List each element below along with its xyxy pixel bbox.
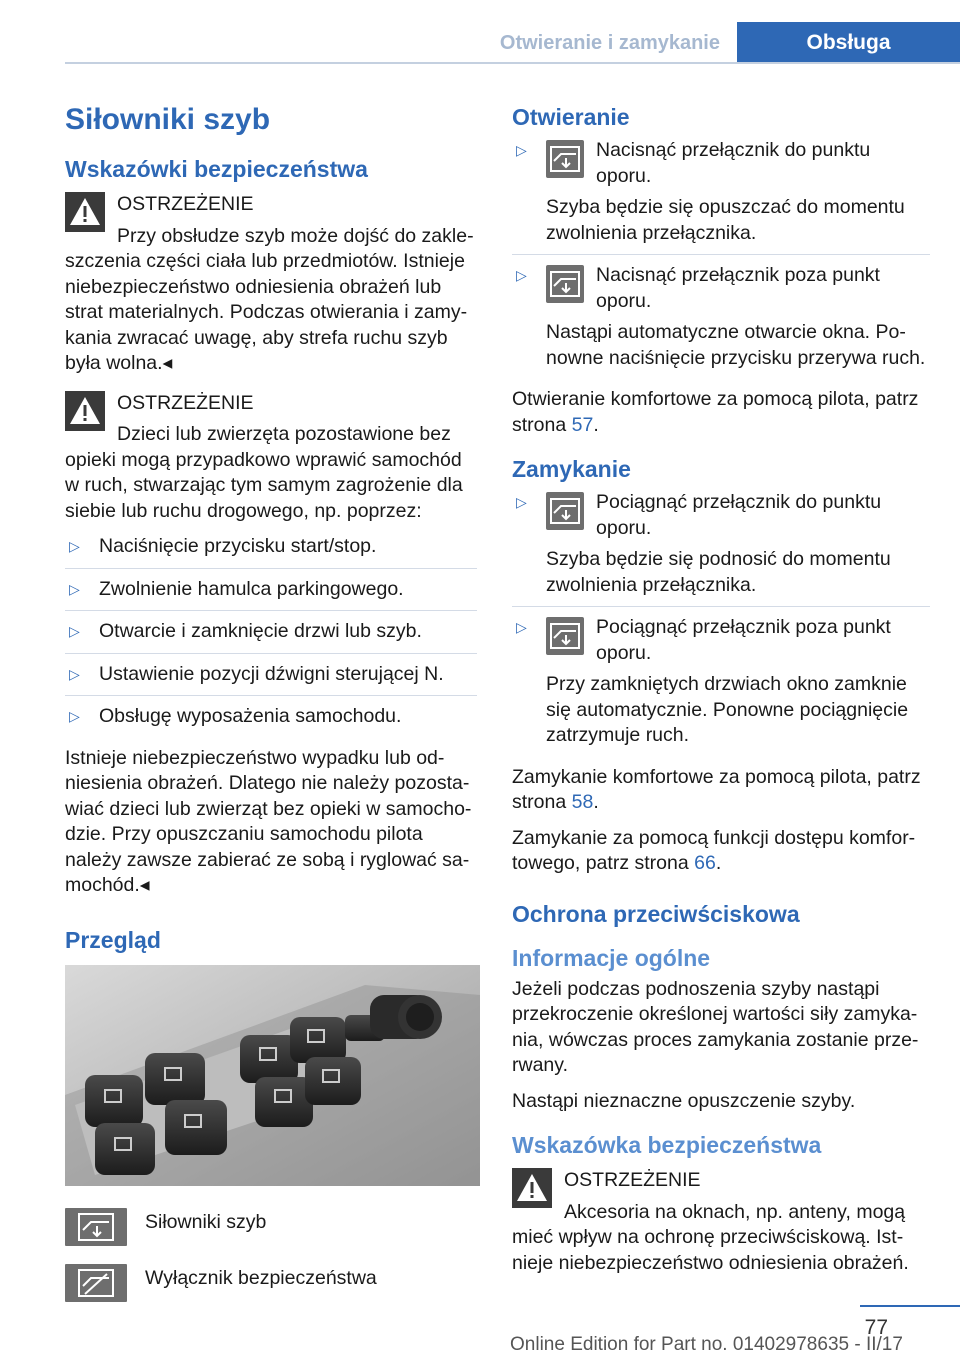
- list-item: ▷ Nacisnąć przełącznik do punktu oporu. Szyba będzie się opuszczać do momentu zwolnienia przełącznika.: [516, 139, 905, 244]
- page-link[interactable]: 66: [694, 852, 716, 874]
- right-column: [512, 102, 930, 1286]
- safety-heading: Wskazówki bezpieczeństwa: [65, 156, 368, 182]
- closing-comfort-text: Zamykanie komfortowe za pomocą pilota, patrz strona 58.: [512, 765, 921, 813]
- legend-label: Wyłącznik bezpieczeństwa: [145, 1266, 377, 1289]
- list-item: ▷ Otwarcie i zamknięcie drzwi lub szyb.: [65, 610, 477, 653]
- list-item: ▷ Pociągnąć przełącznik do punktu oporu. Szyba będzie się podnosić do momentu zwolnienia przełącznika.: [516, 491, 891, 596]
- opening-heading: Otwieranie: [512, 104, 630, 130]
- page-link[interactable]: 57: [571, 413, 594, 436]
- opening-steps: [512, 138, 930, 379]
- general-info-text: Jeżeli podczas podnoszenia szyby nastąpi przekroczenie określonej wartości siły zamyka-nia, wówczas proces zamykania zostanie prze-rwany.: [512, 977, 919, 1076]
- list-item: ▷ Obsługę wyposażenia samochodu.: [65, 695, 477, 738]
- window-switch-icon: [546, 140, 584, 178]
- closing-heading: Zamykanie: [512, 456, 631, 482]
- window-switch-icon: [546, 617, 584, 655]
- warning-text: Przy obsłudze szyb może dojść do zakle-szczenia części ciała lub przedmiotów. Istnieje niebezpieczeństwo odniesienia obrażeń lub strat materialnych. Podczas otwierania i zamy-kania zwracać uwagę, aby strefa ruchu szyb była wolna.◂: [65, 224, 474, 374]
- legend-safety-switch: [65, 1264, 477, 1302]
- list-item: ▷ Zwolnienie hamulca parkingowego.: [65, 568, 477, 611]
- triangle-bullet-icon: ▷: [69, 708, 80, 724]
- safety-note-heading: Wskazówka bezpieczeństwa: [512, 1132, 822, 1158]
- triangle-bullet-icon: ▷: [69, 538, 80, 554]
- warning-text: Akcesoria na oknach, np. anteny, mogą mieć wpływ na ochronę przeciwściskową. Ist-nieje niebezpieczeństwo odniesienia obrażeń.: [512, 1200, 909, 1274]
- footer-divider: [860, 1305, 960, 1307]
- header-chapter-tab: Obsługa: [737, 22, 960, 62]
- legend-window-switches: [65, 1208, 477, 1246]
- window-switch-icon: [65, 1208, 127, 1246]
- warning-icon: [65, 192, 105, 232]
- triangle-bullet-icon: ▷: [516, 142, 527, 158]
- warning-icon: [512, 1168, 552, 1208]
- overview-heading: Przegląd: [65, 926, 161, 953]
- left-column: [65, 100, 477, 1320]
- general-info-text-2: Nastąpi nieznaczne opuszczenie szyby.: [512, 1089, 856, 1112]
- triangle-bullet-icon: ▷: [516, 267, 527, 283]
- header-divider: [65, 62, 960, 64]
- header-section-title: Otwieranie i zamykanie: [499, 32, 720, 54]
- window-switch-icon: [546, 265, 584, 303]
- triangle-bullet-icon: ▷: [69, 580, 80, 597]
- list-item: ▷ Naciśnięcie przycisku start/stop.: [65, 534, 477, 568]
- triangle-bullet-icon: ▷: [516, 494, 527, 510]
- page-title: Siłowniki szyb: [65, 103, 271, 136]
- opening-comfort-text: Otwieranie komfortowe za pomocą pilota, patrz strona 57.: [512, 388, 919, 436]
- antipinch-heading: Ochrona przeciwściskowa: [512, 900, 800, 927]
- list-item: ▷ Pociągnąć przełącznik poza punkt oporu. Przy zamkniętych drzwiach okno zamknie się automatycznie. Ponowne pociągnięcie zatrzymuje ruch.: [512, 606, 930, 757]
- window-switch-icon: [546, 492, 584, 530]
- closing-steps: [512, 490, 930, 757]
- triangle-bullet-icon: ▷: [516, 619, 527, 635]
- closing-access-text: Zamykanie za pomocą funkcji dostępu komfor-towego, patrz strona 66.: [512, 826, 916, 874]
- safety-switch-icon: [65, 1264, 127, 1302]
- warning-block-3: [512, 1168, 930, 1276]
- warning-block-2: [65, 391, 477, 525]
- warning-block-1: [65, 192, 477, 377]
- warning-title: OSTRZEŻENIE: [117, 193, 254, 215]
- legend-label: Siłowniki szyb: [145, 1210, 267, 1233]
- hazard-list: [65, 534, 477, 738]
- page-number: 77: [864, 1316, 888, 1339]
- page-link[interactable]: 58: [571, 791, 594, 813]
- warning-title: OSTRZEŻENIE: [564, 1169, 701, 1191]
- edition-note: Online Edition for Part no. 01402978635 - II/17: [510, 1334, 903, 1355]
- warning-icon: [65, 391, 105, 431]
- list-item: ▷ Nacisnąć przełącznik poza punkt oporu. Nastąpi automatyczne otwarcie okna. Po-nowne naciśnięcie przycisku przerywa ruch.: [512, 254, 930, 379]
- triangle-bullet-icon: ▷: [69, 665, 80, 682]
- warning-title: OSTRZEŻENIE: [117, 391, 254, 414]
- warning-closing-text: Istnieje niebezpieczeństwo wypadku lub od-niesienia obrażeń. Dlatego nie należy pozosta-wiać dzieci lub zwierząt bez opieki w samocho-dzie. Przy opuszczaniu samochodu pilota należy zawsze zabierać ze sobą i ryglować sa-mochód.◂: [65, 746, 472, 896]
- warning-text: Dzieci lub zwierzęta pozostawione bez opieki mogą przypadkowo wprawić samochód w ruch, stwarzając tym samym zagrożenie dla siebie lub ruchu drogowego, np. poprzez:: [65, 423, 463, 522]
- triangle-bullet-icon: ▷: [69, 623, 80, 639]
- list-item: ▷ Ustawienie pozycji dźwigni sterującej N.: [65, 653, 477, 696]
- general-info-heading: Informacje ogólne: [512, 944, 711, 971]
- window-switch-panel-photo: [65, 965, 480, 1186]
